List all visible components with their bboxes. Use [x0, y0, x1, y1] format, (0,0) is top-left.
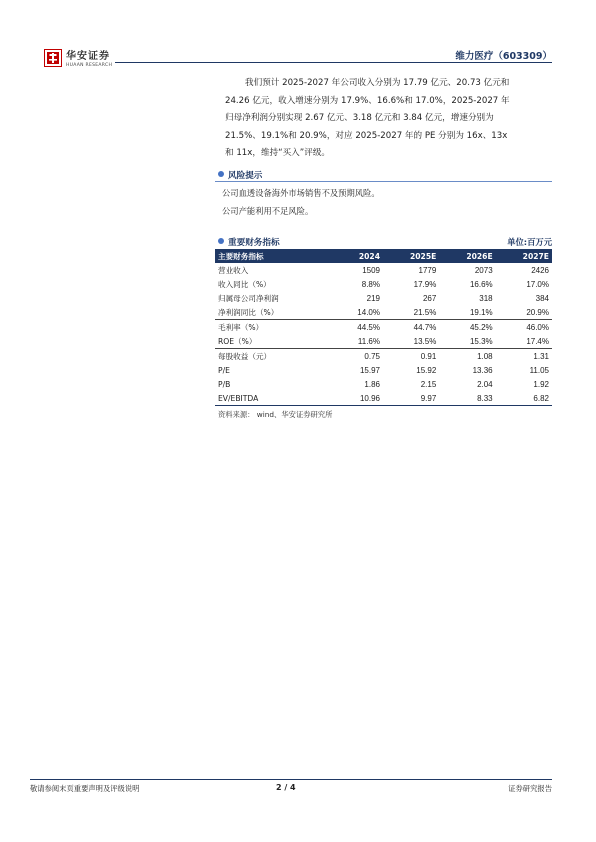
financials-title-text: 重要财务指标: [228, 238, 280, 248]
table-cell: 15.3%: [469, 336, 493, 346]
bullet-dot-icon: [218, 238, 224, 244]
row-label: P/E: [218, 365, 230, 375]
table-row: [215, 320, 552, 335]
forecast-paragraph: [225, 75, 555, 163]
unit-label: 单位:百万元: [507, 237, 552, 247]
table-cell: 384: [535, 293, 549, 303]
table-cell: 17.4%: [526, 336, 549, 346]
table-cell: 267: [422, 293, 437, 303]
table-cell: 17.0%: [526, 279, 549, 289]
table-row: [215, 277, 552, 291]
risk-section-title: [218, 169, 262, 181]
table-cell: 318: [479, 293, 493, 303]
table-cell: 2.04: [477, 379, 493, 389]
table-cell: 11.6%: [357, 336, 380, 346]
column-header: 2024: [333, 249, 383, 263]
risk-item: 公司产能利用不足风险。: [222, 206, 314, 216]
table-cell: 9.97: [383, 391, 439, 406]
row-label: 收入同比（%）: [218, 279, 271, 289]
table-row: [215, 263, 552, 277]
table-cell: 44.7%: [383, 320, 439, 335]
table-cell: 2073: [474, 265, 493, 275]
table-cell: 44.5%: [333, 320, 383, 335]
huaan-logo-icon: [44, 49, 62, 67]
table-row: [215, 377, 552, 391]
table-cell: 1.86: [364, 379, 380, 389]
financials-section-title: [218, 236, 280, 248]
column-header: 主要财务指标: [215, 249, 333, 263]
table-row: [215, 305, 552, 320]
report-title: 维力医疗（603309）: [455, 51, 552, 62]
table-cell: 1.31: [496, 349, 552, 364]
paragraph-line: 我们预计 2025-2027 年公司收入分别为 17.79 亿元、20.73 亿元和: [245, 78, 510, 88]
row-label: 营业收入: [218, 265, 249, 275]
table-row: [215, 391, 552, 406]
row-label: ROE（%）: [218, 336, 257, 346]
table-row: [215, 334, 552, 349]
data-source-note: 资料来源： wind、华安证券研究所: [218, 410, 333, 419]
document-type: 证券研究报告: [508, 784, 552, 793]
table-cell: 1.08: [439, 349, 495, 364]
table-cell: 2426: [531, 265, 549, 275]
row-label: 归属母公司净利润: [218, 293, 279, 303]
row-label: 净利润同比（%）: [218, 307, 279, 317]
row-label: 每股收益（元）: [215, 349, 333, 364]
table-cell: 8.8%: [361, 279, 380, 289]
paragraph-line: 24.26 亿元，收入增速分别为 17.9%、16.6%和 17.0%，2025-2027 年: [225, 95, 510, 106]
table-cell: 17.9%: [413, 279, 437, 289]
table-cell: 0.75: [333, 349, 383, 364]
column-header: 2025E: [383, 249, 439, 263]
table-row: [215, 363, 552, 377]
table-cell: 2.15: [420, 379, 437, 389]
table-cell: 10.96: [333, 391, 383, 406]
table-cell: 8.33: [439, 391, 495, 406]
table-row: [215, 349, 552, 364]
table-cell: 15.92: [416, 365, 437, 375]
page-number: 2 / 4: [276, 783, 296, 792]
row-label: 毛利率（%）: [215, 320, 333, 335]
table-cell: 6.82: [496, 391, 552, 406]
header-divider: [115, 62, 552, 63]
table-cell: 45.2%: [439, 320, 495, 335]
table-cell: 14.0%: [357, 307, 380, 317]
section-divider: [215, 181, 552, 182]
paragraph-line: 归母净利润分别实现 2.67 亿元、3.18 亿元和 3.84 亿元，增速分别为: [225, 113, 494, 123]
financial-table: [215, 249, 552, 406]
column-header: 2027E: [496, 249, 552, 263]
table-cell: 0.91: [383, 349, 439, 364]
brand-name-en: HUAAN RESEARCH: [66, 63, 113, 68]
table-cell: 46.0%: [496, 320, 552, 335]
risk-title-text: 风险提示: [228, 171, 263, 181]
table-row: [215, 291, 552, 305]
table-cell: 1.92: [533, 379, 549, 389]
table-cell: 15.97: [359, 365, 380, 375]
table-cell: 16.6%: [469, 279, 493, 289]
table-cell: 13.5%: [413, 336, 437, 346]
brand-name-cn: 华安证券: [66, 51, 110, 62]
table-cell: 13.36: [472, 365, 493, 375]
row-label: P/B: [218, 379, 231, 389]
bullet-dot-icon: [218, 171, 224, 177]
paragraph-line: 和 11x，维持“买入”评级。: [225, 148, 331, 158]
disclaimer-note: 敬请参阅末页重要声明及评级说明: [30, 784, 140, 793]
table-cell: 21.5%: [413, 307, 437, 317]
table-cell: 1509: [362, 265, 380, 275]
table-cell: 1779: [418, 265, 437, 275]
table-cell: 19.1%: [469, 307, 493, 317]
paragraph-line: 21.5%、19.1%和 20.9%，对应 2025-2027 年的 PE 分别为 16x、13x: [225, 130, 508, 141]
table-cell: 20.9%: [526, 307, 549, 317]
footer-divider: [30, 779, 552, 780]
column-header: 2026E: [439, 249, 495, 263]
table-header-row: [215, 249, 552, 263]
table-cell: 219: [366, 293, 380, 303]
row-label: EV/EBITDA: [215, 391, 333, 406]
risk-item: 公司血透设备海外市场销售不及预期风险。: [222, 188, 380, 198]
table-cell: 11.05: [529, 365, 549, 375]
